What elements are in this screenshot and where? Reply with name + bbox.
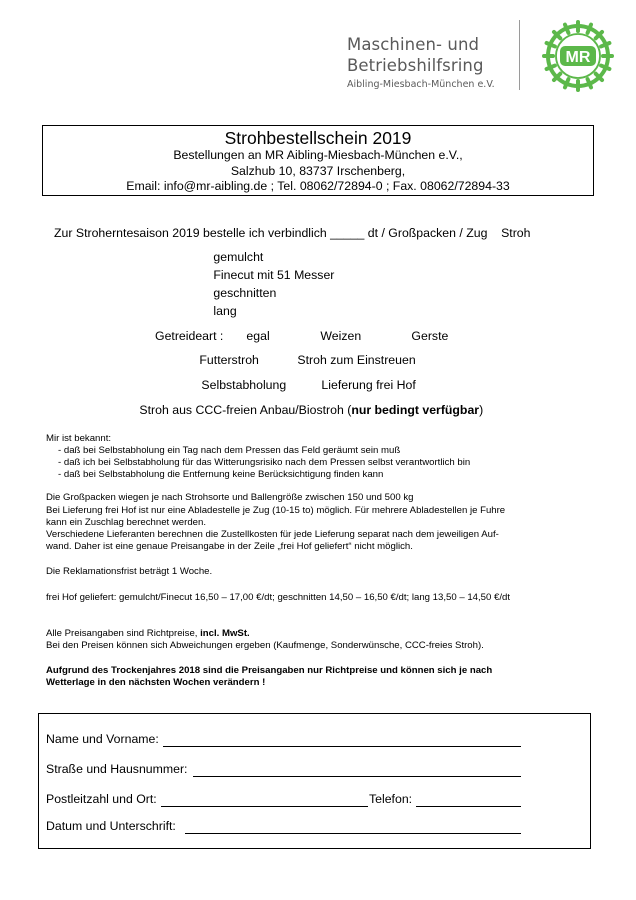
zip-city-label: Postleitzahl und Ort: [46,792,157,806]
order-intro-unit: dt / Großpacken / Zug Stroh [367,226,531,240]
date-signature-field[interactable] [185,833,521,834]
option-gerste[interactable] [396,329,448,343]
title-address-line2: Salzhub 10, 83737 Irschenberg, [230,163,406,178]
order-intro [54,226,530,240]
price-disclaimer-text: Alle Preisangaben sind Richtpreise, [46,628,201,639]
option-label: Selbstabholung [201,378,287,392]
known-title: Mir ist bekannt: [46,433,112,444]
drought-warning-line1: Aufgrund des Trockenjahres 2018 sind die Preisangaben nur Richtpreise und können sich je nach [46,665,493,676]
option-weizen[interactable] [305,329,361,343]
price-list: frei Hof geliefert: gemulcht/Finecut 16,50 – 17,00 €/dt; geschnitten 14,50 – 16,50 €/dt; lang 13,50 – 14,50 €/dt [46,592,511,603]
title-contact-line: Email: info@mr-aibling.de ; Tel. 08062/72894-0 ; Fax. 08062/72894-33 [126,179,510,193]
option-lieferung-frei-hof[interactable] [306,378,416,392]
complaint-period: Die Reklamationsfrist beträgt 1 Woche. [46,566,213,577]
mr-logo [542,20,614,92]
option-ccc-free[interactable] [110,403,483,417]
organization-name-line2: Betriebshilfsring [347,56,484,75]
header-divider [519,20,520,90]
known-item: - daß ich bei Selbstabholung für das Witterungsrisiko nach dem Pressen selbst verantwortlich bin [58,457,471,468]
organization-subtitle: Aibling-Miesbach-München e.V. [347,79,495,90]
option-geschnitten[interactable] [198,286,276,300]
option-label: lang [213,304,237,318]
drought-warning-line2: Wetterlage in den nächsten Wochen verändern ! [46,677,266,688]
option-selbstabholung[interactable] [186,378,286,392]
option-egal[interactable] [231,329,270,343]
info-paragraph-line: kann ein Zuschlag berechnet werden. [46,517,206,528]
option-label: Finecut mit 51 Messer [213,268,335,282]
quantity-blank[interactable]: _____ [330,226,365,240]
info-paragraph-line: Verschiedene Lieferanten berechnen die Zustellkosten für jede Lieferung separat nach dem jeweiligen Auf- [46,529,499,540]
logo-text: MR [565,49,591,66]
title-address-line1: Bestellungen an MR Aibling-Miesbach-München e.V., [173,148,463,162]
price-disclaimer [46,628,250,640]
known-item: - daß bei Selbstabholung ein Tag nach dem Pressen das Feld geräumt sein muß [58,445,401,456]
option-label-close: ) [479,403,484,417]
date-signature-label: Datum und Unterschrift: [46,819,176,833]
organization-name-line1: Maschinen- und [347,35,480,54]
option-futterstroh[interactable] [184,353,259,367]
name-label: Name und Vorname: [46,732,159,746]
option-label: geschnitten [213,286,277,300]
option-label: Lieferung frei Hof [321,378,416,392]
info-paragraph-line: wand. Daher ist eine genaue Preisangabe in der Zeile „frei Hof geliefert“ nicht möglich. [46,541,413,552]
name-field[interactable] [163,746,521,747]
option-finecut[interactable] [198,268,334,282]
title-box [42,125,594,196]
option-einstreuen[interactable] [282,353,416,367]
phone-field[interactable] [416,806,521,807]
page-title: Strohbestellschein 2019 [224,128,412,148]
option-label: egal [246,329,270,343]
organization-name [347,34,517,76]
customer-form [38,713,591,849]
option-label: Stroh aus CCC-freien Anbau/Biostroh ( [139,403,352,417]
option-gemulcht[interactable] [198,250,263,264]
info-paragraph-line: Die Großpacken wiegen je nach Strohsorte und Ballengröße zwischen 150 und 500 kg [46,492,414,503]
known-item: - daß bei Selbstabholung die Entfernung keine Berücksichtigung finden kann [58,469,384,480]
street-field[interactable] [193,776,521,777]
option-label: Futterstroh [199,353,259,367]
street-label: Straße und Hausnummer: [46,762,188,776]
option-label: gemulcht [213,250,264,264]
grain-type-label: Getreideart : [155,329,224,343]
availability-note: nur bedingt verfügbar [351,403,480,417]
order-intro-text: Zur Stroherntesaison 2019 bestelle ich verbindlich [54,226,327,240]
option-label: Weizen [320,329,362,343]
info-paragraph-line: Bei Lieferung frei Hof ist nur eine Abladestelle je Zug (10-15 to) möglich. Für mehrere Abladestellen je Fuhre [46,505,506,516]
price-deviation-note: Bei den Preisen können sich Abweichungen ergeben (Kaufmenge, Sonderwünsche, CCC-freies Stroh). [46,640,484,651]
phone-label: Telefon: [369,792,413,806]
option-label: Gerste [411,329,449,343]
option-lang[interactable] [198,304,237,318]
zip-city-field[interactable] [161,806,368,807]
option-label: Stroh zum Einstreuen [297,353,416,367]
price-disclaimer-vat: incl. MwSt. [200,628,250,639]
